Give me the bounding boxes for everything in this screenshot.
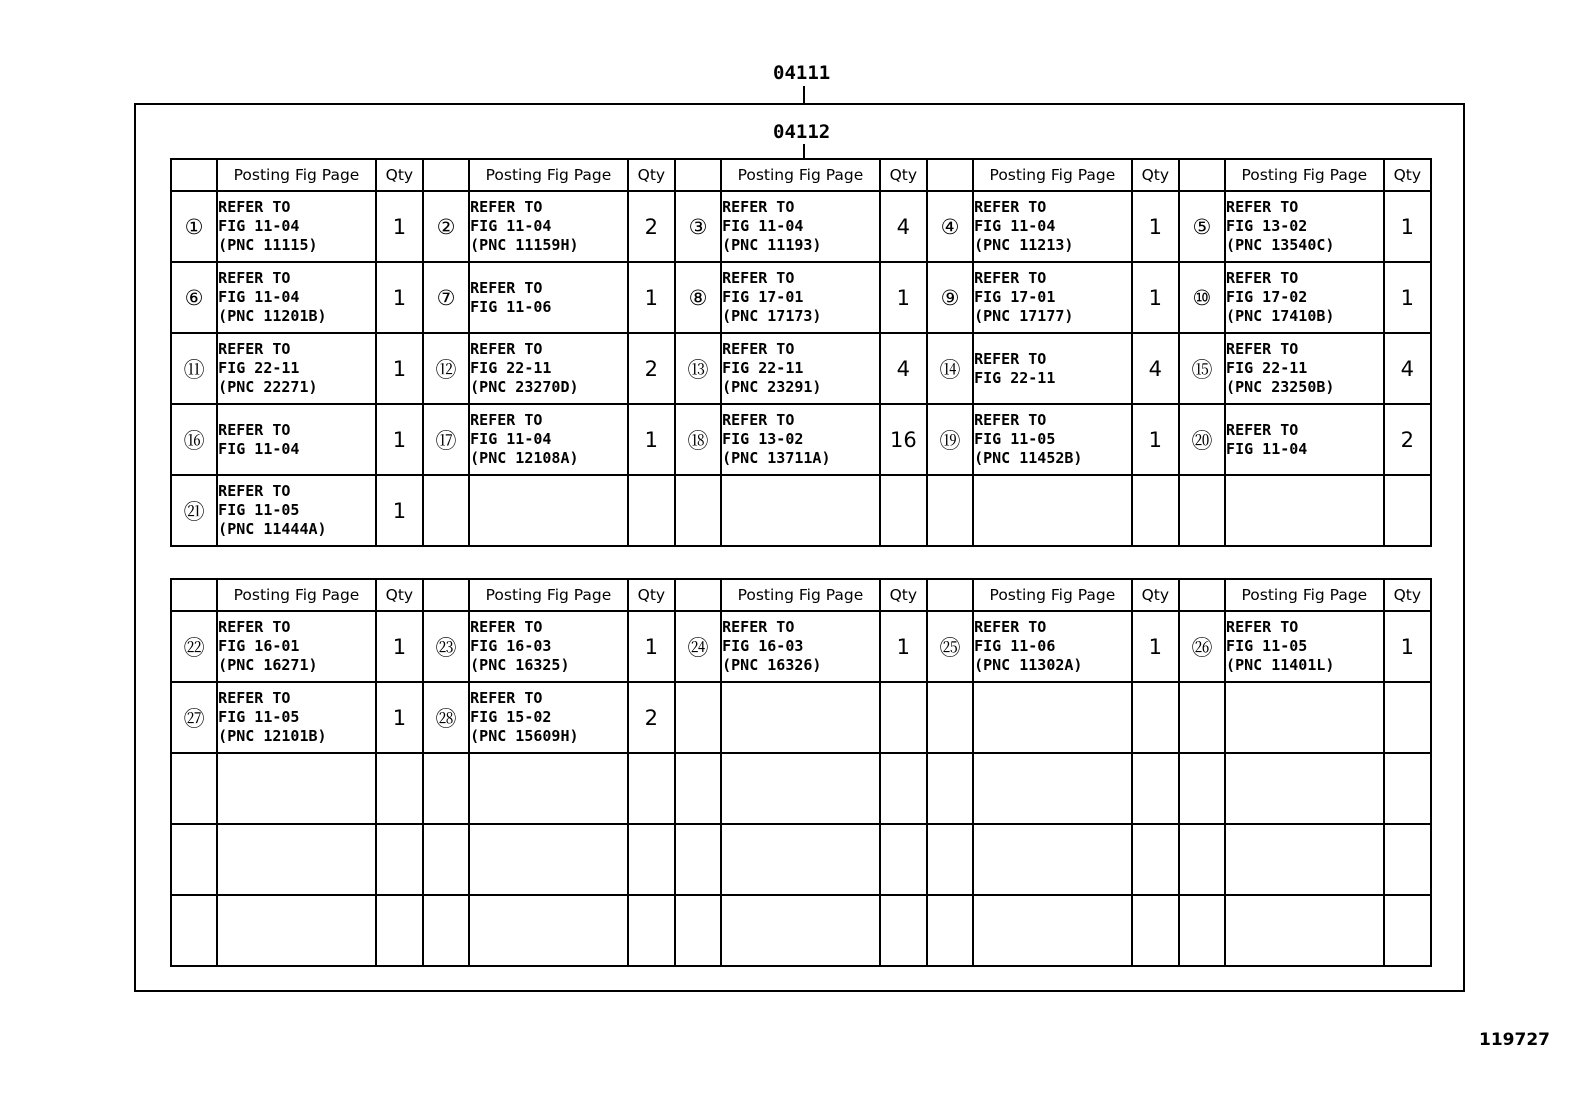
item-quantity: 1 — [376, 404, 423, 475]
item-number: ⑰ — [423, 404, 469, 475]
item-reference — [973, 895, 1132, 966]
header-num-cell — [1179, 579, 1225, 611]
header-num-cell — [927, 579, 973, 611]
header-num-cell — [1179, 159, 1225, 191]
item-number — [1179, 475, 1225, 546]
header-qty: Qty — [880, 579, 927, 611]
item-number: ① — [171, 191, 217, 262]
item-quantity: 16 — [880, 404, 927, 475]
item-quantity — [880, 753, 927, 824]
item-number: ㉔ — [675, 611, 721, 682]
item-number — [927, 753, 973, 824]
item-quantity — [1132, 682, 1179, 753]
item-number — [171, 753, 217, 824]
header-fig-page: Posting Fig Page — [469, 579, 628, 611]
item-reference — [1225, 753, 1384, 824]
item-number: ⑩ — [1179, 262, 1225, 333]
item-number — [1179, 824, 1225, 895]
item-reference — [721, 682, 880, 753]
item-number — [1179, 682, 1225, 753]
item-quantity — [1384, 475, 1431, 546]
item-number — [171, 895, 217, 966]
item-number: ⑪ — [171, 333, 217, 404]
item-quantity: 1 — [376, 191, 423, 262]
item-number — [1179, 895, 1225, 966]
item-reference — [1225, 895, 1384, 966]
item-number — [927, 682, 973, 753]
header-num-cell — [423, 159, 469, 191]
item-reference — [721, 475, 880, 546]
item-reference: REFER TO FIG 13-02 (PNC 13540C) — [1225, 191, 1384, 262]
item-number: ㉓ — [423, 611, 469, 682]
item-reference: REFER TO FIG 11-04 (PNC 11115) — [217, 191, 376, 262]
header-fig-page: Posting Fig Page — [973, 159, 1132, 191]
item-quantity — [1384, 682, 1431, 753]
item-reference: REFER TO FIG 11-04 — [1225, 404, 1384, 475]
item-reference — [217, 753, 376, 824]
item-number — [927, 895, 973, 966]
item-number — [423, 824, 469, 895]
item-reference: REFER TO FIG 22-11 (PNC 22271) — [217, 333, 376, 404]
item-quantity — [1384, 895, 1431, 966]
item-reference: REFER TO FIG 22-11 (PNC 23291) — [721, 333, 880, 404]
item-reference: REFER TO FIG 22-11 (PNC 23270D) — [469, 333, 628, 404]
item-quantity: 1 — [628, 262, 675, 333]
header-qty: Qty — [880, 159, 927, 191]
item-number: ㉑ — [171, 475, 217, 546]
header-qty: Qty — [1384, 159, 1431, 191]
header-fig-page: Posting Fig Page — [973, 579, 1132, 611]
item-reference — [721, 824, 880, 895]
item-reference: REFER TO FIG 17-01 (PNC 17177) — [973, 262, 1132, 333]
header-num-cell — [423, 579, 469, 611]
item-quantity: 1 — [1384, 191, 1431, 262]
header-num-cell — [675, 159, 721, 191]
header-qty: Qty — [1384, 579, 1431, 611]
item-number: ⑤ — [1179, 191, 1225, 262]
item-reference — [1225, 682, 1384, 753]
header-qty: Qty — [628, 159, 675, 191]
header-qty: Qty — [1132, 159, 1179, 191]
item-reference: REFER TO FIG 11-05 (PNC 11444A) — [217, 475, 376, 546]
lower-parts-table — [170, 578, 1432, 967]
item-quantity — [1384, 753, 1431, 824]
item-quantity — [880, 475, 927, 546]
assembly-leader-line — [803, 86, 805, 103]
header-num-cell — [171, 579, 217, 611]
item-quantity: 1 — [1384, 262, 1431, 333]
header-fig-page: Posting Fig Page — [217, 579, 376, 611]
item-number: ② — [423, 191, 469, 262]
item-quantity: 1 — [1132, 262, 1179, 333]
item-reference: REFER TO FIG 16-03 (PNC 16325) — [469, 611, 628, 682]
table-row — [171, 333, 1431, 404]
item-quantity — [1132, 753, 1179, 824]
item-reference — [721, 753, 880, 824]
item-quantity — [376, 895, 423, 966]
item-reference — [469, 895, 628, 966]
header-fig-page: Posting Fig Page — [1225, 579, 1384, 611]
item-number — [675, 682, 721, 753]
table-row — [171, 611, 1431, 682]
item-reference: REFER TO FIG 11-05 (PNC 12101B) — [217, 682, 376, 753]
item-number — [675, 895, 721, 966]
item-quantity — [1132, 475, 1179, 546]
item-quantity: 1 — [376, 262, 423, 333]
item-quantity: 2 — [1384, 404, 1431, 475]
item-number: ⑧ — [675, 262, 721, 333]
item-number — [423, 753, 469, 824]
table-row — [171, 824, 1431, 895]
header-qty: Qty — [376, 579, 423, 611]
table-row — [171, 404, 1431, 475]
item-number: ㉕ — [927, 611, 973, 682]
item-reference: REFER TO FIG 15-02 (PNC 15609H) — [469, 682, 628, 753]
item-reference — [973, 824, 1132, 895]
item-reference — [217, 895, 376, 966]
item-number — [1179, 753, 1225, 824]
header-num-cell — [927, 159, 973, 191]
item-quantity: 2 — [628, 682, 675, 753]
item-number — [171, 824, 217, 895]
upper-parts-table — [170, 158, 1432, 547]
item-quantity: 1 — [376, 611, 423, 682]
item-reference — [1225, 824, 1384, 895]
table-row — [171, 682, 1431, 753]
item-number: ㉖ — [1179, 611, 1225, 682]
table-row — [171, 753, 1431, 824]
item-quantity — [1132, 895, 1179, 966]
item-quantity: 4 — [1132, 333, 1179, 404]
item-reference — [721, 895, 880, 966]
item-quantity — [628, 824, 675, 895]
header-qty: Qty — [376, 159, 423, 191]
header-fig-page: Posting Fig Page — [721, 159, 880, 191]
item-reference: REFER TO FIG 11-05 (PNC 11401L) — [1225, 611, 1384, 682]
item-reference — [217, 824, 376, 895]
header-num-cell — [171, 159, 217, 191]
item-quantity: 4 — [880, 333, 927, 404]
upper-header-row — [171, 159, 1431, 191]
item-quantity: 1 — [376, 682, 423, 753]
item-reference: REFER TO FIG 11-04 (PNC 12108A) — [469, 404, 628, 475]
item-number: ⑬ — [675, 333, 721, 404]
item-number: ⑲ — [927, 404, 973, 475]
item-reference: REFER TO FIG 22-11 (PNC 23250B) — [1225, 333, 1384, 404]
item-number — [927, 475, 973, 546]
item-number — [927, 824, 973, 895]
lower-header-row — [171, 579, 1431, 611]
figure-id-label: 119727 — [1479, 1030, 1550, 1050]
item-number: ㉗ — [171, 682, 217, 753]
item-number — [675, 753, 721, 824]
item-reference — [973, 753, 1132, 824]
header-qty: Qty — [1132, 579, 1179, 611]
item-number: ⑳ — [1179, 404, 1225, 475]
subassembly-code-label: 04112 — [773, 121, 831, 143]
table-row — [171, 191, 1431, 262]
item-number: ⑮ — [1179, 333, 1225, 404]
item-reference — [469, 824, 628, 895]
item-quantity: 2 — [628, 333, 675, 404]
item-quantity — [376, 824, 423, 895]
item-reference: REFER TO FIG 17-02 (PNC 17410B) — [1225, 262, 1384, 333]
item-reference: REFER TO FIG 11-05 (PNC 11452B) — [973, 404, 1132, 475]
item-quantity: 1 — [376, 475, 423, 546]
item-number: ③ — [675, 191, 721, 262]
item-quantity: 1 — [1132, 191, 1179, 262]
item-quantity: 1 — [376, 333, 423, 404]
table-row — [171, 262, 1431, 333]
header-fig-page: Posting Fig Page — [469, 159, 628, 191]
item-quantity — [628, 475, 675, 546]
item-quantity — [880, 895, 927, 966]
item-reference: REFER TO FIG 13-02 (PNC 13711A) — [721, 404, 880, 475]
item-reference: REFER TO FIG 11-04 — [217, 404, 376, 475]
table-row — [171, 895, 1431, 966]
assembly-code-label: 04111 — [773, 62, 831, 84]
item-number — [675, 475, 721, 546]
item-quantity: 1 — [628, 404, 675, 475]
item-number — [675, 824, 721, 895]
item-number: ⑦ — [423, 262, 469, 333]
table-row — [171, 475, 1431, 546]
item-reference — [469, 753, 628, 824]
item-number: ⑯ — [171, 404, 217, 475]
header-num-cell — [675, 579, 721, 611]
subassembly-leader-line — [803, 144, 805, 158]
item-reference — [973, 475, 1132, 546]
item-quantity: 1 — [880, 611, 927, 682]
item-quantity — [376, 753, 423, 824]
item-number: ⑫ — [423, 333, 469, 404]
item-quantity — [628, 895, 675, 966]
item-quantity: 1 — [1384, 611, 1431, 682]
item-reference: REFER TO FIG 17-01 (PNC 17173) — [721, 262, 880, 333]
item-quantity: 4 — [1384, 333, 1431, 404]
item-reference: REFER TO FIG 11-06 — [469, 262, 628, 333]
item-number: ⑭ — [927, 333, 973, 404]
header-qty: Qty — [628, 579, 675, 611]
item-reference: REFER TO FIG 11-04 (PNC 11213) — [973, 191, 1132, 262]
item-reference: REFER TO FIG 11-04 (PNC 11159H) — [469, 191, 628, 262]
item-quantity — [880, 824, 927, 895]
item-number: ㉒ — [171, 611, 217, 682]
item-number: ㉘ — [423, 682, 469, 753]
item-reference: REFER TO FIG 11-04 (PNC 11193) — [721, 191, 880, 262]
item-number: ④ — [927, 191, 973, 262]
header-fig-page: Posting Fig Page — [217, 159, 376, 191]
item-quantity: 1 — [628, 611, 675, 682]
item-number — [423, 895, 469, 966]
item-number: ⑨ — [927, 262, 973, 333]
header-fig-page: Posting Fig Page — [1225, 159, 1384, 191]
item-reference: REFER TO FIG 22-11 — [973, 333, 1132, 404]
item-quantity: 4 — [880, 191, 927, 262]
item-number — [423, 475, 469, 546]
item-number: ⑥ — [171, 262, 217, 333]
item-quantity: 1 — [880, 262, 927, 333]
item-number: ⑱ — [675, 404, 721, 475]
item-reference — [1225, 475, 1384, 546]
header-fig-page: Posting Fig Page — [721, 579, 880, 611]
item-quantity: 2 — [628, 191, 675, 262]
item-quantity — [880, 682, 927, 753]
item-reference: REFER TO FIG 16-03 (PNC 16326) — [721, 611, 880, 682]
item-quantity: 1 — [1132, 404, 1179, 475]
item-quantity — [628, 753, 675, 824]
item-reference — [973, 682, 1132, 753]
item-reference: REFER TO FIG 11-06 (PNC 11302A) — [973, 611, 1132, 682]
item-reference: REFER TO FIG 16-01 (PNC 16271) — [217, 611, 376, 682]
item-reference: REFER TO FIG 11-04 (PNC 11201B) — [217, 262, 376, 333]
item-quantity: 1 — [1132, 611, 1179, 682]
item-quantity — [1384, 824, 1431, 895]
item-quantity — [1132, 824, 1179, 895]
item-reference — [469, 475, 628, 546]
